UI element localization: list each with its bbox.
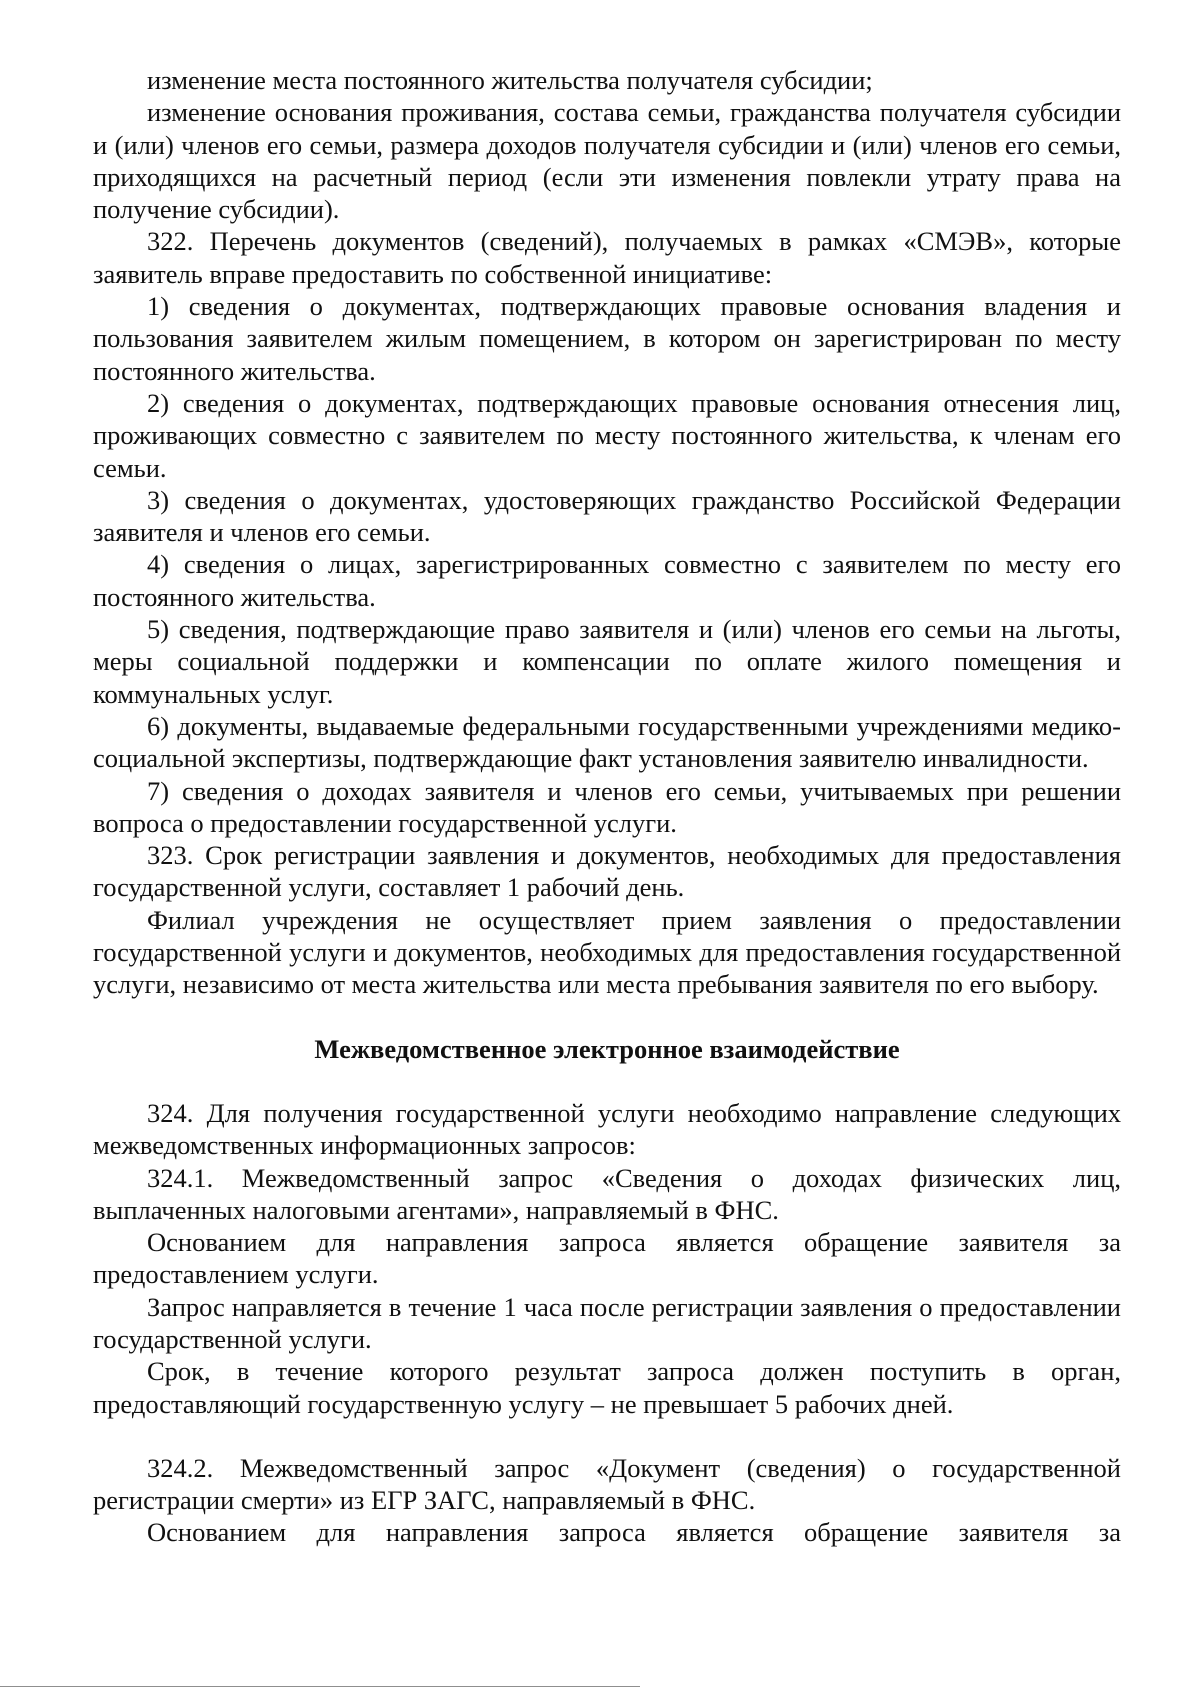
scan-edge-line [0, 1686, 640, 1687]
paragraph: Основанием для направления запроса является обращение заявителя за предоставлением услуги. [93, 1227, 1121, 1290]
section-heading: Межведомственное электронное взаимодействие [314, 1033, 900, 1064]
list-item-7: 7) сведения о доходах заявителя и членов его семьи, учитываемых при решении вопроса о предоставлении государственной услуги. [93, 775, 1121, 838]
paragraph: Основанием для направления запроса является обращение заявителя за [147, 1517, 1121, 1548]
paragraph-324: 324. Для получения государственной услуги необходимо направление следующих межведомственных информационных запросов: [93, 1097, 1121, 1161]
paragraph: изменение места постоянного жительства получателя субсидии; [147, 65, 873, 95]
paragraph-323: 323. Срок регистрации заявления и документов, необходимых для предоставления государственной услуги, составляет 1 рабочий день. [93, 840, 1121, 903]
list-item-1: 1) сведения о документах, подтверждающих правовые основания владения и пользования заявителем жилым помещением, в котором он зарегистрирован по месту постоянного жительства. [93, 291, 1121, 386]
paragraph: изменение основания проживания, состава семьи, гражданства получателя субсидии и (или) членов его семьи, размера доходов получателя субсидии и (или) членов его семьи, приходящихся на расчетный период (если эти изменения повлекли утрату права на получение субсидии). [93, 97, 1121, 225]
list-item-3: 3) сведения о документах, удостоверяющих гражданство Российской Федерации заявителя и членов его семьи. [93, 484, 1121, 548]
document-page [93, 64, 1121, 1549]
paragraph-322: 322. Перечень документов (сведений), получаемых в рамках «СМЭВ», которые заявитель вправе предоставить по собственной инициативе: [93, 226, 1121, 289]
list-item-2: 2) сведения о документах, подтверждающих правовые основания отнесения лиц, проживающих совместно с заявителем по месту постоянного жительства, к членам его семьи. [93, 387, 1121, 483]
paragraph-324-1: 324.1. Межведомственный запрос «Сведения о доходах физических лиц, выплаченных налоговыми агентами», направляемый в ФНС. [93, 1162, 1121, 1225]
list-item-5: 5) сведения, подтверждающие право заявителя и (или) членов его семьи на льготы, меры социальной поддержки и компенсации по оплате жилого помещения и коммунальных услуг. [93, 614, 1121, 709]
paragraph: Запрос направляется в течение 1 часа после регистрации заявления о предоставлении государственной услуги. [93, 1291, 1121, 1354]
paragraph-gap [93, 1420, 1121, 1452]
paragraph: Филиал учреждения не осуществляет прием заявления о предоставлении государственной услуги и документов, необходимых для предоставления государственной услуги, независимо от места жительства или места пребывания заявителя по его выбору. [93, 904, 1121, 1000]
paragraph-324-2: 324.2. Межведомственный запрос «Документ (сведения) о государственной регистрации смерти» из ЕГР ЗАГС, направляемый в ФНС. [93, 1452, 1121, 1516]
list-item-6: 6) документы, выдаваемые федеральными государственными учреждениями медико-социальной экспертизы, подтверждающие факт установления заявителю инвалидности. [93, 710, 1121, 774]
list-item-4: 4) сведения о лицах, зарегистрированных совместно с заявителем по месту его постоянного жительства. [93, 549, 1121, 612]
paragraph: Срок, в течение которого результат запроса должен поступить в орган, предоставляющий государственную услугу – не превышает 5 рабочих дней. [93, 1356, 1121, 1419]
